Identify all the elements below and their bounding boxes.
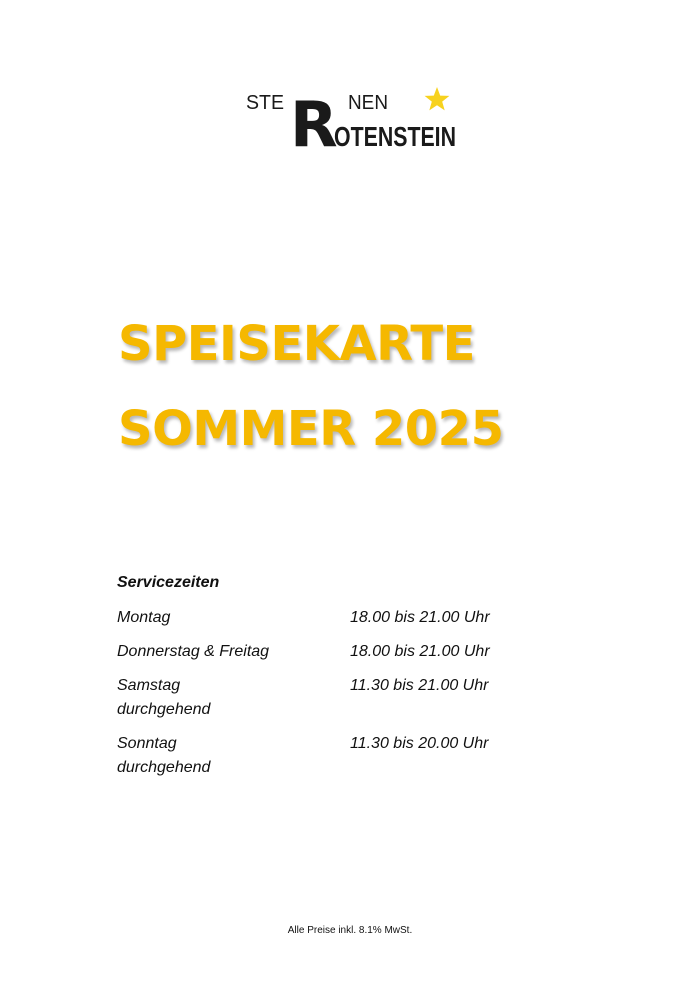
service-day — [117, 606, 350, 630]
service-day — [117, 640, 350, 664]
service-hours-row — [117, 674, 537, 722]
service-day-label: Sonntag — [117, 735, 177, 752]
service-hours-row — [117, 640, 537, 664]
logo-graphic — [244, 80, 459, 161]
logo-text-top-left: STE — [246, 92, 284, 114]
service-day-label: Montag — [117, 609, 171, 626]
service-hours-row — [117, 732, 537, 780]
logo-big-letter: R — [290, 88, 338, 161]
service-hours-row — [117, 606, 537, 630]
star-icon — [425, 87, 450, 110]
service-time: 11.30 bis 21.00 Uhr — [350, 677, 489, 694]
service-day-label: Donnerstag & Freitag — [117, 643, 270, 660]
service-day — [117, 732, 350, 780]
service-day-note: durchgehend — [117, 759, 211, 776]
service-hours-heading: Servicezeiten — [117, 574, 220, 591]
service-hours — [117, 571, 537, 790]
menu-title-line-1: SPEISEKARTE — [118, 316, 475, 372]
logo — [244, 80, 459, 161]
logo-text-bottom: OTENSTEIN — [334, 121, 456, 152]
vat-note: Alle Preise inkl. 8.1% MwSt. — [287, 925, 413, 936]
service-time: 18.00 bis 21.00 Uhr — [350, 643, 490, 660]
service-day — [117, 674, 350, 722]
service-day-label: Samstag — [117, 677, 181, 694]
service-time: 18.00 bis 21.00 Uhr — [350, 609, 490, 626]
menu-title-line-2: SOMMER 2025 — [118, 401, 504, 457]
service-time: 11.30 bis 20.00 Uhr — [350, 735, 489, 752]
logo-text-top-right: NEN — [348, 92, 388, 114]
service-day-note: durchgehend — [117, 701, 211, 718]
